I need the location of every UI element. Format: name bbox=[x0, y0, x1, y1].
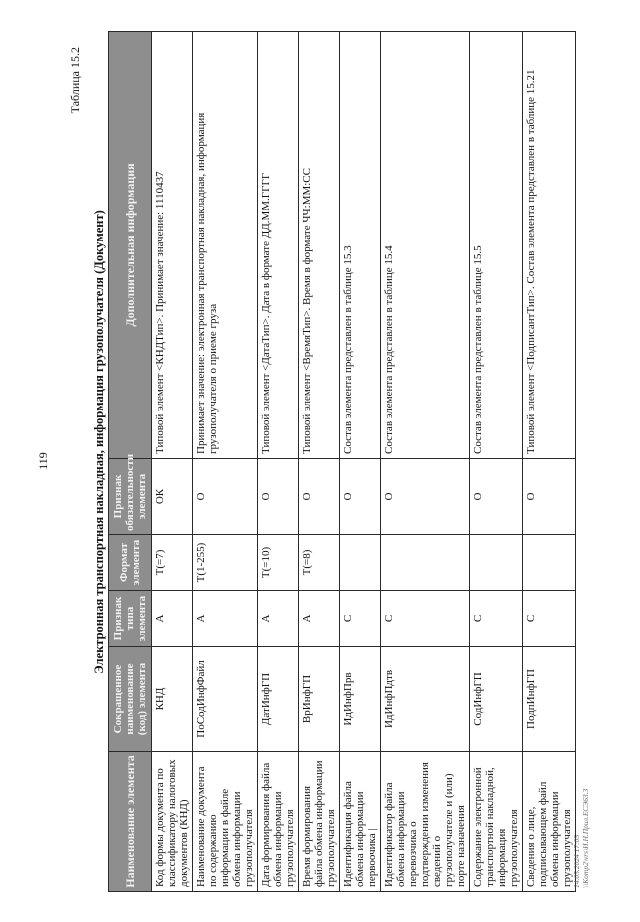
cell-short: ПоСодИнфФайл bbox=[193, 647, 258, 752]
cell-type: С bbox=[470, 591, 523, 647]
cell-short: ИдИнфПрв bbox=[340, 647, 381, 752]
cell-required: О bbox=[340, 459, 381, 535]
table-row bbox=[152, 32, 193, 892]
cell-info: Типовой элемент <КНДТип>. Принимает значение: 1110437 bbox=[152, 32, 193, 459]
cell-name: Идентификатор файла обмена информации перевозчика о подтверждении изменения сведений о грузополучателе и (или) порте назначения bbox=[381, 752, 470, 892]
cell-format bbox=[340, 535, 381, 591]
cell-info: Типовой элемент <ПодписантТип>. Состав элемента представлен в таблице 15.21 bbox=[523, 32, 576, 459]
table-row bbox=[381, 32, 470, 892]
cell-type: С bbox=[340, 591, 381, 647]
cell-short: ПодпИнфГП bbox=[523, 647, 576, 752]
cell-name: Наименование документа по содержанию информации в файле обмена информации грузополучателя bbox=[193, 752, 258, 892]
cell-required: О bbox=[381, 459, 470, 535]
cell-short: ДатИнфГП bbox=[258, 647, 299, 752]
table-row bbox=[299, 32, 340, 892]
header-required: Признак обязательности элемента bbox=[109, 459, 152, 535]
cell-info: Состав элемента представлен в таблице 15.3 bbox=[340, 32, 381, 459]
page-number: 119 bbox=[36, 452, 50, 470]
cell-required: О bbox=[470, 459, 523, 535]
cell-info: Состав элемента представлен в таблице 15.5 bbox=[470, 32, 523, 459]
cell-name: Код формы документа по классификатору налоговых документов (КНД) bbox=[152, 752, 193, 892]
cell-short: КНД bbox=[152, 647, 193, 752]
cell-info: Принимает значение: электронная транспортная накладная, информация грузополучателя о приеме груза bbox=[193, 32, 258, 459]
header-short: Сокращенное наименование (код) элемента bbox=[109, 647, 152, 752]
cell-format: Т(1-255) bbox=[193, 535, 258, 591]
cell-type: С bbox=[381, 591, 470, 647]
table-title: Электронная транспортная накладная, информация грузополучателя (Документ) bbox=[92, 210, 106, 674]
cell-name: Дата формирования файла обмена информации грузополучателя bbox=[258, 752, 299, 892]
elements-table bbox=[108, 31, 576, 892]
cell-info: Типовой элемент <ДатаТип>. Дата в формате ДД.ММ.ГГГГ bbox=[258, 32, 299, 459]
cell-format bbox=[381, 535, 470, 591]
print-stamp bbox=[572, 789, 590, 888]
cell-required: ОК bbox=[152, 459, 193, 535]
cell-required: О bbox=[258, 459, 299, 535]
header-info: Дополнительная информация bbox=[109, 32, 152, 459]
cell-format: Т(=10) bbox=[258, 535, 299, 591]
table-row bbox=[523, 32, 576, 892]
cell-name: Сведения о лице, подписывающем файл обмена информации грузополучателя bbox=[523, 752, 576, 892]
table-row bbox=[470, 32, 523, 892]
cell-info: Типовой элемент <ВремяТип>. Время в формате ЧЧ:ММ:СС bbox=[299, 32, 340, 459]
cell-type: А bbox=[299, 591, 340, 647]
header-format: Формат элемента bbox=[109, 535, 152, 591]
table-row bbox=[193, 32, 258, 892]
header-type: Признак типа элемента bbox=[109, 591, 152, 647]
stamp-date: 14.05.2024 17:05 bbox=[572, 834, 581, 888]
cell-short: СодИнфГП bbox=[470, 647, 523, 752]
cell-type: А bbox=[193, 591, 258, 647]
cell-required: О bbox=[193, 459, 258, 535]
table-row bbox=[258, 32, 299, 892]
cell-format bbox=[470, 535, 523, 591]
cell-type: А bbox=[258, 591, 299, 647]
cell-type: А bbox=[152, 591, 193, 647]
cell-format bbox=[523, 535, 576, 591]
header-name: Наименование элемента bbox=[109, 752, 152, 892]
table-number: Таблица 15.2 bbox=[68, 47, 82, 114]
cell-format: Т(=7) bbox=[152, 535, 193, 591]
cell-short: ВрИнфГП bbox=[299, 647, 340, 752]
cell-info: Состав элемента представлен в таблице 15.4 bbox=[381, 32, 470, 459]
cell-short: ИдИнфПдтв bbox=[381, 647, 470, 752]
table-row bbox=[340, 32, 381, 892]
cell-type: С bbox=[523, 591, 576, 647]
cell-name: Идентификация файла обмена информации первоочика | bbox=[340, 752, 381, 892]
header-row bbox=[109, 32, 152, 892]
cell-name: Содержание электронной транспортной накладной, информация грузополучателя bbox=[470, 752, 523, 892]
cell-format: Т(=8) bbox=[299, 535, 340, 591]
cell-required: О bbox=[523, 459, 576, 535]
stamp-path: \\Komp2\vrs\И.Н.Прил.ЕСЭ63.3 bbox=[581, 788, 590, 888]
cell-required: О bbox=[299, 459, 340, 535]
cell-name: Время формирования файла обмена информации грузополучателя bbox=[299, 752, 340, 892]
